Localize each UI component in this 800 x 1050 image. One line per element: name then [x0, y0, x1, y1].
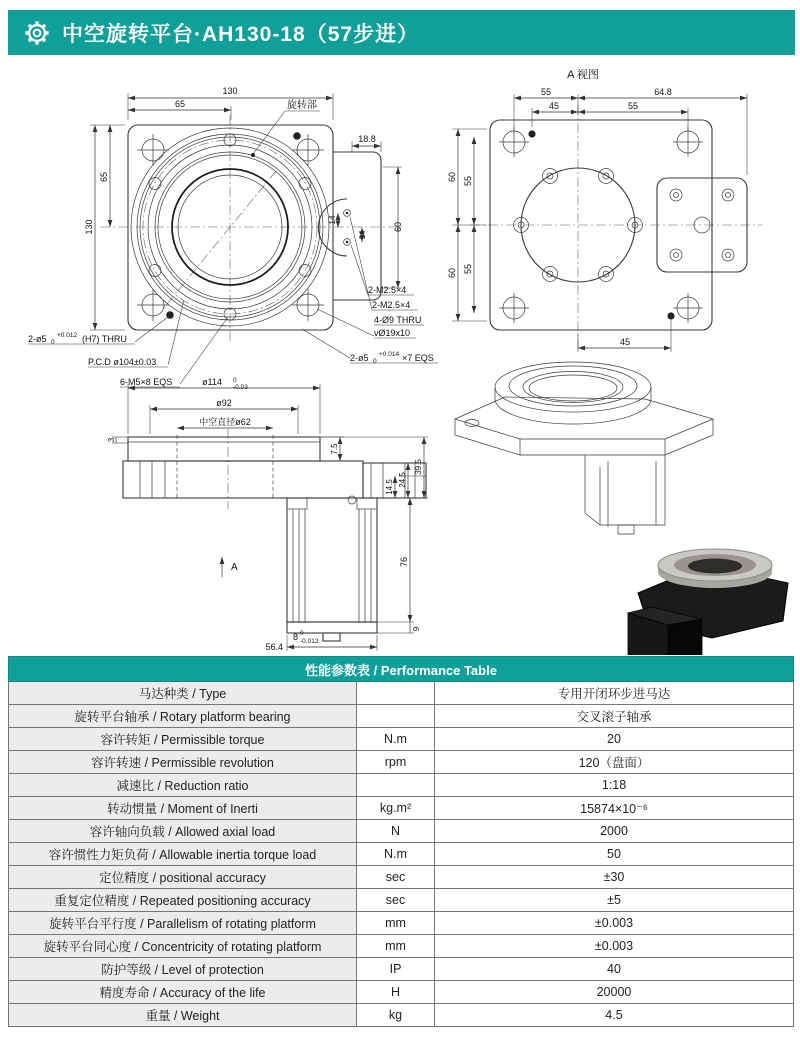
- row-label: 重复定位精度 / Repeated positioning accuracy: [9, 889, 357, 912]
- aview-dim-55-top2: 55: [627, 101, 639, 111]
- table-row: [9, 912, 794, 935]
- front-callout-cbore: vØ19x10: [374, 328, 411, 338]
- row-value: 交叉滚子轴承: [435, 705, 794, 728]
- table-row: [9, 820, 794, 843]
- row-label: 精度寿命 / Accuracy of the life: [9, 981, 357, 1004]
- table-row: [9, 728, 794, 751]
- front-dim-tab-width: 18.8: [358, 134, 376, 144]
- table-row: [9, 981, 794, 1004]
- page-header: [8, 10, 795, 55]
- svg-text:(H7) THRU: (H7) THRU: [82, 334, 127, 344]
- section-view-drawing: [107, 377, 428, 652]
- section-dim-8: [293, 630, 319, 645]
- table-row: [9, 751, 794, 774]
- svg-text:8: 8: [293, 632, 299, 642]
- table-row: [9, 1004, 794, 1027]
- svg-text:2-ø5: 2-ø5: [350, 353, 369, 363]
- front-rotating-label: 旋转部: [287, 100, 317, 111]
- section-view-arrow-label: A: [231, 562, 238, 573]
- section-dim-114: [202, 377, 248, 391]
- row-value: ±5: [435, 889, 794, 912]
- row-value: 20000: [435, 981, 794, 1004]
- front-callout-thru: 4-Ø9 THRU: [374, 315, 422, 325]
- row-unit: [357, 774, 435, 797]
- front-callout-m25-a: 2-M2.5×4: [368, 285, 407, 295]
- row-unit: kg: [357, 1004, 435, 1027]
- row-value: 120（盘面）: [435, 751, 794, 774]
- row-unit: sec: [357, 889, 435, 912]
- svg-text:-0.03: -0.03: [233, 384, 248, 391]
- row-value: ±30: [435, 866, 794, 889]
- table-title-row: [9, 657, 794, 682]
- row-unit: sec: [357, 866, 435, 889]
- row-unit: mm: [357, 912, 435, 935]
- row-label: 容许转速 / Permissible revolution: [9, 751, 357, 774]
- row-label: 减速比 / Reduction ratio: [9, 774, 357, 797]
- svg-text:-0.012: -0.012: [300, 638, 319, 645]
- row-label: 防护等级 / Level of protection: [9, 958, 357, 981]
- aview-dim-45-bottom: 45: [619, 337, 631, 347]
- front-dim-hole-up: 14: [328, 215, 337, 225]
- svg-text:ø114: ø114: [202, 377, 222, 387]
- row-value: ±0.003: [435, 912, 794, 935]
- table-row: [9, 705, 794, 728]
- section-dim-9: 9: [412, 626, 421, 632]
- product-photo: [628, 549, 788, 655]
- table-row: [9, 682, 794, 705]
- performance-table: [8, 656, 794, 1027]
- row-label: 定位精度 / positional accuracy: [9, 866, 357, 889]
- table-row: [9, 935, 794, 958]
- row-unit: H: [357, 981, 435, 1004]
- table-row: [9, 797, 794, 820]
- table-row: [9, 774, 794, 797]
- row-unit: [357, 682, 435, 705]
- section-dim-75: 7.5: [330, 443, 339, 455]
- front-view-drawing: [28, 86, 438, 387]
- table-title: 性能参数表 / Performance Table: [9, 657, 794, 682]
- a-view-drawing: [447, 68, 762, 352]
- section-dim-76: 76: [399, 556, 409, 568]
- table-row: [9, 866, 794, 889]
- table-row: [9, 889, 794, 912]
- aview-dim-55-lower: 55: [463, 263, 473, 275]
- row-value: 2000: [435, 820, 794, 843]
- svg-text:+0.012: +0.012: [57, 332, 78, 339]
- gear-icon: [22, 18, 52, 48]
- drawings-canvas: [0, 57, 800, 655]
- row-label: 容许惯性力矩负荷 / Allowable inertia torque load: [9, 843, 357, 866]
- aview-dim-55-upper: 55: [463, 175, 473, 187]
- row-value: 专用开闭环步进马达: [435, 682, 794, 705]
- svg-text:0: 0: [373, 358, 377, 365]
- svg-text:×7 EQS: ×7 EQS: [402, 353, 434, 363]
- row-label: 容许轴向负载 / Allowed axial load: [9, 820, 357, 843]
- aview-dim-55-top: 55: [540, 87, 552, 97]
- row-value: 50: [435, 843, 794, 866]
- aview-dim-60-upper: 60: [447, 171, 457, 183]
- section-dim-92: ø92: [216, 398, 232, 408]
- section-dim-395: 39.5: [414, 459, 423, 475]
- isometric-view-drawing: [455, 362, 713, 534]
- row-unit: N.m: [357, 728, 435, 751]
- row-label: 旋转平台轴承 / Rotary platform bearing: [9, 705, 357, 728]
- front-dim-tab-height: 60: [393, 221, 403, 233]
- row-value: 4.5: [435, 1004, 794, 1027]
- front-dim-half-width: 65: [174, 99, 186, 109]
- technical-drawings: [0, 57, 800, 655]
- svg-text:0: 0: [233, 377, 237, 384]
- section-dim-564: 56.4: [265, 642, 283, 652]
- a-view-title: A 视图: [567, 69, 599, 81]
- section-dim-245: 24.5: [398, 472, 407, 488]
- front-callout-pin: [28, 317, 168, 346]
- section-dim-3: 3: [107, 437, 116, 443]
- row-unit: kg.m²: [357, 797, 435, 820]
- row-value: ±0.003: [435, 935, 794, 958]
- table-row: [9, 958, 794, 981]
- svg-text:0: 0: [51, 339, 55, 346]
- row-label: 重量 / Weight: [9, 1004, 357, 1027]
- section-dim-145: 14.5: [385, 479, 394, 495]
- row-label: 马达种类 / Type: [9, 682, 357, 705]
- row-value: 20: [435, 728, 794, 751]
- row-unit: N: [357, 820, 435, 843]
- row-unit: N.m: [357, 843, 435, 866]
- row-unit: [357, 705, 435, 728]
- front-dim-width: 130: [222, 86, 238, 96]
- row-unit: IP: [357, 958, 435, 981]
- row-value: 15874×10⁻⁶: [435, 797, 794, 820]
- table-row: [9, 843, 794, 866]
- aview-dim-648: 64.8: [654, 87, 672, 97]
- front-dim-hole-down: 14: [358, 230, 367, 240]
- front-callout-m5: 6-M5×8 EQS: [120, 377, 173, 387]
- row-label: 转动惯量 / Moment of Inerti: [9, 797, 357, 820]
- svg-text:+0.014: +0.014: [379, 351, 400, 358]
- page-title: 中空旋转平台·AH130-18（57步进）: [62, 22, 420, 46]
- row-value: 40: [435, 958, 794, 981]
- front-dim-height: 130: [84, 219, 94, 235]
- section-dim-bore: 中空直径ø62: [199, 417, 251, 427]
- row-value: 1:18: [435, 774, 794, 797]
- row-label: 旋转平台同心度 / Concentricity of rotating platform: [9, 935, 357, 958]
- row-label: 旋转平台平行度 / Parallelism of rotating platform: [9, 912, 357, 935]
- row-unit: mm: [357, 935, 435, 958]
- front-dim-half-height: 65: [99, 171, 109, 183]
- svg-text:0: 0: [300, 630, 304, 637]
- svg-text:2-ø5: 2-ø5: [28, 334, 47, 344]
- aview-dim-45-top: 45: [548, 101, 560, 111]
- row-label: 容许转矩 / Permissible torque: [9, 728, 357, 751]
- front-callout-pcd: P.C.D ø104±0.03: [88, 357, 157, 367]
- aview-dim-60-lower: 60: [447, 267, 457, 279]
- row-unit: rpm: [357, 751, 435, 774]
- front-callout-m25-b: 2-M2.5×4: [372, 300, 411, 310]
